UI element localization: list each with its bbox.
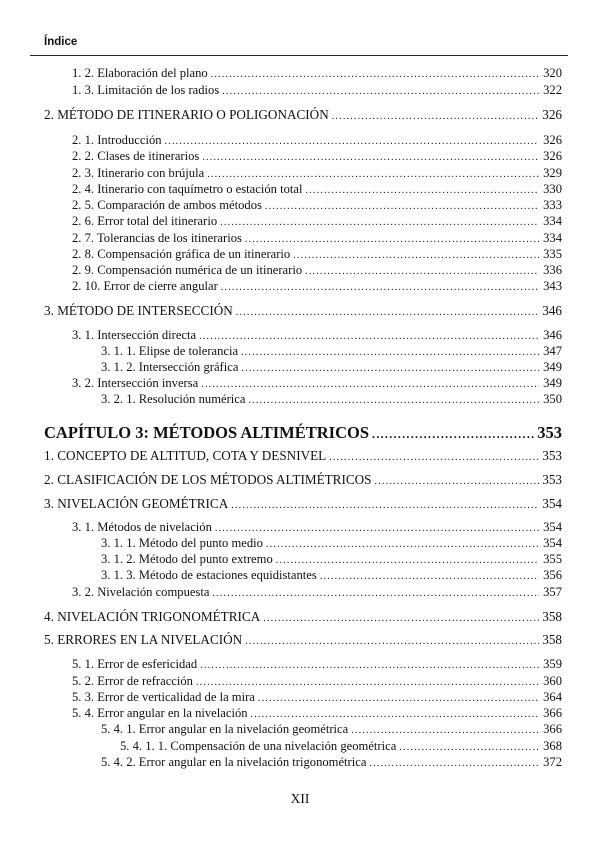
toc-entry-page: 336 (543, 263, 562, 277)
toc-entry-page: 346 (542, 303, 562, 318)
dot-leader (221, 281, 539, 295)
toc-entry-title: 5. 4. 2. Error angular en la nivelación trigonométrica (101, 755, 367, 769)
toc-entry-title: 2. 5. Comparación de ambos métodos (72, 198, 262, 212)
toc-entry-title: 3. 1. 2. Método del punto extremo (101, 552, 273, 566)
dot-leader (199, 330, 539, 344)
toc-entry-5-3 (72, 690, 562, 706)
toc-entry-3-1-3b (101, 568, 562, 584)
toc-entry-title: 3. NIVELACIÓN GEOMÉTRICA (44, 496, 229, 511)
toc-entry-title: 5. 2. Error de refracción (72, 674, 193, 688)
toc-entry-title: 2. 8. Compensación gráfica de un itinerario (72, 247, 291, 261)
dot-leader (258, 692, 539, 706)
dot-leader (212, 587, 539, 601)
toc-entry-title: 2. 3. Itinerario con brújula (72, 166, 205, 180)
toc-entry-title: 3. 1. 3. Método de estaciones equidistantes (101, 568, 317, 582)
toc-entry-2-7 (72, 231, 562, 247)
toc-entry-page: 358 (542, 632, 562, 647)
toc-entry-5-2 (72, 674, 562, 690)
toc-entry-page: 356 (543, 568, 562, 582)
toc-entry-page: 353 (542, 472, 562, 487)
toc-entry-1-3 (72, 83, 562, 99)
toc-entry-title: 2. 2. Clases de itinerarios (72, 149, 200, 163)
dot-leader (263, 612, 539, 626)
toc-entry-title: 3. 1. Métodos de nivelación (72, 520, 212, 534)
toc-entry-page: 359 (543, 657, 562, 671)
dot-leader (276, 554, 539, 568)
toc-entry-3-1-1 (101, 344, 562, 360)
toc-entry-page: 334 (543, 214, 562, 228)
toc-entry-3-1-1b (101, 536, 562, 552)
toc-entry-page: 364 (543, 690, 562, 704)
toc-entry-title: 1. 3. Limitación de los radios (72, 83, 220, 97)
toc-entry-3-1b (72, 520, 562, 536)
dot-leader (241, 362, 539, 376)
header-rule (30, 55, 568, 56)
dot-leader (236, 306, 539, 320)
toc-entry-2-5 (72, 198, 562, 214)
dot-leader (215, 522, 539, 536)
dot-leader (329, 451, 539, 465)
dot-leader (220, 216, 539, 230)
dot-leader (202, 151, 539, 165)
dot-leader (200, 659, 539, 673)
toc-entry-page: 355 (543, 552, 562, 566)
toc-entry-title: 5. 3. Error de verticalidad de la mira (72, 690, 255, 704)
toc-entry-page: 347 (543, 344, 562, 358)
dot-leader (222, 85, 539, 99)
toc-entry-title: 1. 2. Elaboración del plano (72, 66, 208, 80)
toc-entry-title: 5. 4. 1. Error angular en la nivelación geométrica (101, 722, 349, 736)
dot-leader (241, 346, 539, 360)
toc-entry-3-1-2b (101, 552, 562, 568)
toc-entry-page: 354 (543, 536, 562, 550)
toc-entry-title: 5. 4. Error angular en la nivelación (72, 706, 248, 720)
dot-leader (196, 676, 539, 690)
toc-entry-page: 326 (543, 133, 562, 147)
toc-entry-title: 2. 9. Compensación numérica de un itinerario (72, 263, 303, 277)
dot-leader (245, 233, 539, 247)
toc-section-4 (44, 610, 562, 626)
toc-chapter-3 (44, 424, 562, 443)
dot-leader (351, 724, 539, 738)
toc-entry-page: 330 (543, 182, 562, 196)
toc-entry-page: 357 (543, 585, 562, 599)
toc-entry-2-4 (72, 182, 562, 198)
toc-entry-3-2-1 (101, 392, 562, 408)
toc-entry-5-1 (72, 657, 562, 673)
dot-leader (231, 499, 539, 513)
toc-entry-page: 354 (542, 496, 562, 511)
dot-leader (245, 635, 539, 649)
toc-entry-2-10 (72, 279, 562, 295)
toc-section-2 (44, 108, 562, 124)
toc-entry-title: 3. 2. Intersección inversa (72, 376, 199, 390)
toc-entry-page: 366 (543, 722, 562, 736)
toc-entry-page: 326 (543, 149, 562, 163)
dot-leader (266, 538, 539, 552)
toc-entry-page: 349 (543, 360, 562, 374)
dot-leader (305, 265, 539, 279)
toc-entry-title: 2. 4. Itinerario con taquímetro o estación total (72, 182, 303, 196)
toc-section-1 (44, 449, 562, 465)
toc-entry-title: 2. 10. Error de cierre angular (72, 279, 218, 293)
toc-entry-page: 326 (542, 107, 562, 122)
toc-entry-page: 349 (543, 376, 562, 390)
toc-entry-1-2 (72, 66, 562, 82)
dot-leader (265, 200, 539, 214)
dot-leader (375, 475, 539, 489)
toc-entry-title: 2. MÉTODO DE ITINERARIO O POLIGONACIÓN (44, 107, 329, 122)
toc-entry-5-4 (72, 706, 562, 722)
dot-leader (248, 394, 539, 408)
toc-entry-title: 5. 1. Error de esfericidad (72, 657, 198, 671)
toc-entry-page: 368 (543, 739, 562, 753)
dot-leader (293, 249, 539, 263)
toc-section-3b (44, 497, 562, 513)
toc-section-3 (44, 304, 562, 320)
toc-entry-2-6 (72, 214, 562, 230)
toc-entry-title: 2. 7. Tolerancias de los itinerarios (72, 231, 242, 245)
toc-entry-page: 360 (543, 674, 562, 688)
toc-entry-page: 329 (543, 166, 562, 180)
toc-entry-3-2 (72, 376, 562, 392)
running-header: Índice (44, 36, 78, 48)
toc-entry-page: 343 (543, 279, 562, 293)
toc-entry-3-1-2 (101, 360, 562, 376)
toc-entry-title: 3. MÉTODO DE INTERSECCIÓN (44, 303, 233, 318)
toc-entry-page: 353 (537, 423, 562, 442)
toc-entry-title: CAPÍTULO 3: MÉTODOS ALTIMÉTRICOS (44, 423, 370, 442)
toc-entry-page: 320 (543, 66, 562, 80)
toc-entry-title: 5. 4. 1. 1. Compensación de una nivelación geométrica (120, 739, 397, 753)
toc-entry-5-4-1 (101, 722, 562, 738)
toc-entry-title: 3. 1. 1. Método del punto medio (101, 536, 263, 550)
toc-entry-title: 3. 1. 2. Intersección gráfica (101, 360, 239, 374)
toc-entry-2-2 (72, 149, 562, 165)
toc-entry-5-4-1-1 (120, 739, 562, 755)
dot-leader (201, 378, 539, 392)
toc-entry-title: 3. 1. 1. Elipse de tolerancia (101, 344, 239, 358)
dot-leader (305, 184, 539, 198)
toc-entry-5-4-2 (101, 755, 562, 771)
toc-entry-page: 334 (543, 231, 562, 245)
dot-leader (251, 708, 539, 722)
dot-leader (369, 757, 539, 771)
toc-entry-title: 5. ERRORES EN LA NIVELACIÓN (44, 632, 243, 647)
toc-entry-title: 3. 2. 1. Resolución numérica (101, 392, 246, 406)
toc-entry-page: 353 (542, 448, 562, 463)
toc-entry-2-9 (72, 263, 562, 279)
toc-entry-3-2b (72, 585, 562, 601)
toc-entry-title: 2. 6. Error total del itinerario (72, 214, 218, 228)
toc-entry-title: 2. CLASIFICACIÓN DE LOS MÉTODOS ALTIMÉTRICOS (44, 472, 372, 487)
dot-leader (320, 570, 539, 584)
toc-entry-page: 333 (543, 198, 562, 212)
toc-entry-2-8 (72, 247, 562, 263)
dot-leader (399, 741, 539, 755)
toc-entry-title: 3. 2. Nivelación compuesta (72, 585, 210, 599)
page-number: XII (290, 791, 310, 806)
toc-entry-3-1 (72, 328, 562, 344)
toc-entry-2-1 (72, 133, 562, 149)
dot-leader (165, 135, 539, 149)
toc-entry-title: 2. 1. Introducción (72, 133, 162, 147)
dot-leader (372, 425, 536, 443)
toc-entry-page: 350 (543, 392, 562, 406)
toc-entry-page: 372 (543, 755, 562, 769)
dot-leader (211, 68, 539, 82)
toc-entry-title: 3. 1. Intersección directa (72, 328, 197, 342)
toc-entry-page: 358 (542, 609, 562, 624)
toc-section-5 (44, 633, 562, 649)
toc-entry-page: 366 (543, 706, 562, 720)
dot-leader (207, 168, 539, 182)
toc-section-2b (44, 473, 562, 489)
toc-entry-2-3 (72, 166, 562, 182)
dot-leader (332, 110, 539, 124)
toc-entry-page: 335 (543, 247, 562, 261)
toc-entry-title: 1. CONCEPTO DE ALTITUD, COTA Y DESNIVEL (44, 448, 327, 463)
toc-entry-page: 322 (543, 83, 562, 97)
toc-entry-page: 346 (543, 328, 562, 342)
toc-entry-page: 354 (543, 520, 562, 534)
toc-entry-title: 4. NIVELACIÓN TRIGONOMÉTRICA (44, 609, 261, 624)
